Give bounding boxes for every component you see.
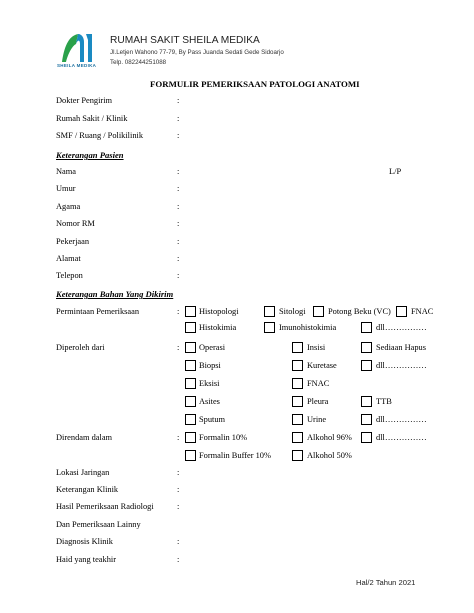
checkbox-insisi[interactable] xyxy=(292,342,303,353)
field-label-nomor-rm: Nomor RM xyxy=(56,219,95,228)
checkbox-diperoleh-fnac[interactable] xyxy=(292,378,303,389)
checkbox-kuretase[interactable] xyxy=(292,360,303,371)
checkbox-sitologi[interactable] xyxy=(264,306,275,317)
checkbox-alkohol-50[interactable] xyxy=(292,450,303,461)
field-colon: : xyxy=(177,271,180,280)
checkbox-eksisi[interactable] xyxy=(185,378,196,389)
section-keterangan-pasien: Keterangan Pasien xyxy=(56,150,124,160)
field-label: Dokter Pengirim xyxy=(56,96,113,105)
field-label-alamat: Alamat xyxy=(56,254,81,263)
field-colon: : xyxy=(177,433,180,442)
checkbox-asites[interactable] xyxy=(185,396,196,407)
field-colon: : xyxy=(177,237,180,246)
field-colon: : xyxy=(177,537,180,546)
field-label-keterangan-klinik: Keterangan Klinik xyxy=(56,485,119,494)
checkbox-histopologi[interactable] xyxy=(185,306,196,317)
option-label: Sitologi xyxy=(279,307,306,316)
field-label-lokasi: Lokasi Jaringan xyxy=(56,468,110,477)
hospital-logo-icon xyxy=(56,30,102,64)
option-label: Alkohol 50% xyxy=(307,451,352,460)
option-label: FNAC xyxy=(307,379,330,388)
field-label-pekerjaan: Pekerjaan xyxy=(56,237,90,246)
option-label: FNAC xyxy=(411,307,434,316)
checkbox-urine[interactable] xyxy=(292,414,303,425)
option-label: Formalin Buffer 10% xyxy=(199,451,271,460)
field-colon: : xyxy=(177,485,180,494)
field-label-nama: Nama xyxy=(56,167,76,176)
option-label: Sediaan Hapus xyxy=(376,343,427,352)
field-colon: : xyxy=(177,114,180,123)
field-label-pemeriksaan-lain: Dan Pemeriksaan Lainny xyxy=(56,520,141,529)
option-label: Imunohistokimia xyxy=(279,323,337,332)
hospital-address: Jl.Letjen Wahono 77-79, By Pass Juanda Sedati Gede Sidoarjo xyxy=(110,49,284,56)
checkbox-potong-beku[interactable] xyxy=(313,306,324,317)
option-label: Insisi xyxy=(307,343,326,352)
hospital-phone: Telp. 082244251088 xyxy=(110,59,167,66)
field-label: SMF / Ruang / Polikilinik xyxy=(56,131,144,140)
field-colon: : xyxy=(177,184,180,193)
checkbox-permintaan-dll[interactable] xyxy=(361,322,372,333)
field-label-haid: Haid yang teakhir xyxy=(56,555,116,564)
field-colon: : xyxy=(177,343,180,352)
logo-text: SHEILA MEDIKA xyxy=(57,63,97,68)
field-colon: : xyxy=(177,131,180,140)
option-label: dll…………… xyxy=(376,433,427,442)
field-colon: : xyxy=(177,307,180,316)
option-label: Asites xyxy=(199,397,220,406)
option-label: dll…………… xyxy=(376,323,427,332)
field-colon: : xyxy=(177,202,180,211)
field-label-diagnosis: Diagnosis Klinik xyxy=(56,537,113,546)
option-label: Pleura xyxy=(307,397,329,406)
option-label: Eksisi xyxy=(199,379,220,388)
hospital-name: RUMAH SAKIT SHEILA MEDIKA xyxy=(110,35,260,46)
checkbox-ttb[interactable] xyxy=(361,396,372,407)
option-label: Sputum xyxy=(199,415,226,424)
checkbox-alkohol-96[interactable] xyxy=(292,432,303,443)
field-colon: : xyxy=(177,254,180,263)
field-label-telepon: Telepon xyxy=(56,271,83,280)
checkbox-imunohistokimia[interactable] xyxy=(264,322,275,333)
field-colon: : xyxy=(177,468,180,477)
diperoleh-label: Diperoleh dari xyxy=(56,343,105,352)
checkbox-sediaan-hapus[interactable] xyxy=(361,342,372,353)
checkbox-sputum[interactable] xyxy=(185,414,196,425)
checkbox-histokimia[interactable] xyxy=(185,322,196,333)
option-label: Potong Beku (VC) xyxy=(328,307,391,316)
field-colon: : xyxy=(177,167,180,176)
field-label-umur: Umur xyxy=(56,184,76,193)
checkbox-pleura[interactable] xyxy=(292,396,303,407)
option-label: TTB xyxy=(376,397,392,406)
checkbox-formalin-buffer[interactable] xyxy=(185,450,196,461)
field-label: Rumah Sakit / Klinik xyxy=(56,114,128,123)
checkbox-diperoleh-dll-1[interactable] xyxy=(361,360,372,371)
option-label: Histokimia xyxy=(199,323,237,332)
field-colon: : xyxy=(177,502,180,511)
option-label: dll…………… xyxy=(376,361,427,370)
checkbox-fnac[interactable] xyxy=(396,306,407,317)
option-label: dll…………… xyxy=(376,415,427,424)
page-footer: Hal/2 Tahun 2021 xyxy=(356,578,416,587)
field-colon: : xyxy=(177,219,180,228)
option-label: Histopologi xyxy=(199,307,239,316)
checkbox-diperoleh-dll-2[interactable] xyxy=(361,414,372,425)
form-title: FORMULIR PEMERIKSAAN PATOLOGI ANATOMI xyxy=(150,79,360,89)
section-keterangan-bahan: Keterangan Bahan Yang Dikirim xyxy=(56,289,174,299)
option-label: Formalin 10% xyxy=(199,433,248,442)
field-label-agama: Agama xyxy=(56,202,81,211)
field-colon: : xyxy=(177,555,180,564)
checkbox-biopsi[interactable] xyxy=(185,360,196,371)
field-label-radiologi: Hasil Pemeriksaan Radiologi xyxy=(56,502,154,511)
checkbox-direndam-dll[interactable] xyxy=(361,432,372,443)
option-label: Urine xyxy=(307,415,327,424)
direndam-label: Direndam dalam xyxy=(56,433,113,442)
field-colon: : xyxy=(177,96,180,105)
permintaan-label: Permintaan Pemeriksaan xyxy=(56,307,140,316)
option-label: Kuretase xyxy=(307,361,337,370)
option-label: Operasi xyxy=(199,343,226,352)
option-label: Alkohol 96% xyxy=(307,433,352,442)
option-label: Biopsi xyxy=(199,361,221,370)
gender-lp: L/P xyxy=(389,167,402,176)
checkbox-operasi[interactable] xyxy=(185,342,196,353)
checkbox-formalin-10[interactable] xyxy=(185,432,196,443)
hospital-logo xyxy=(56,30,102,72)
